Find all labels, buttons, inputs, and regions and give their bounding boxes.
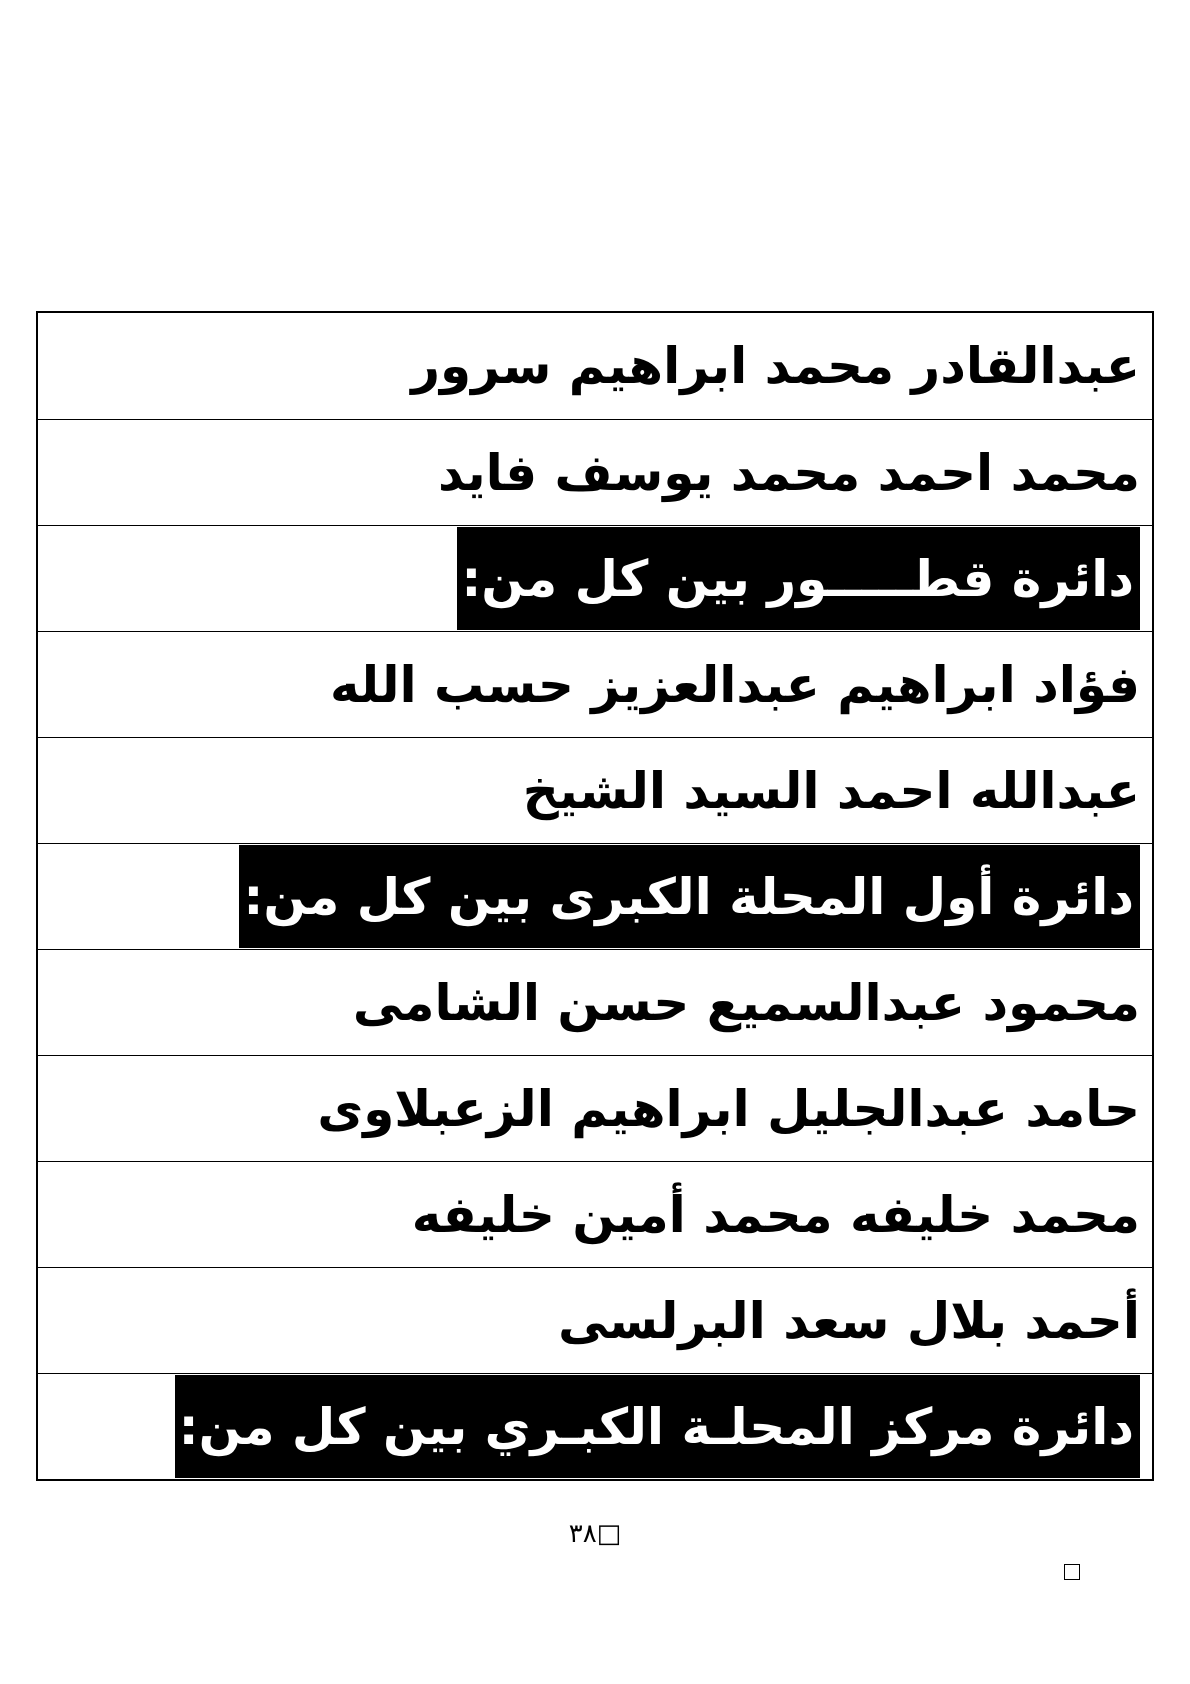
district-header-row: [38, 843, 1152, 949]
candidate-name: فؤاد ابراهيم عبدالعزيز حسب الله: [329, 655, 1140, 714]
table-row: [38, 1267, 1152, 1373]
corner-square: [1064, 1564, 1080, 1580]
district-header: دائرة أول المحلة الكبرى بين كل من:: [239, 845, 1140, 948]
names-table: [36, 311, 1154, 1481]
candidate-name: محمود عبدالسميع حسن الشامى: [352, 973, 1140, 1032]
table-row: [38, 631, 1152, 737]
page-number: □٣٨: [568, 1519, 622, 1549]
candidate-name: حامد عبدالجليل ابراهيم الزعبلاوى: [317, 1079, 1140, 1138]
candidate-name: عبدالقادر محمد ابراهيم سرور: [411, 337, 1140, 395]
district-header-row: [38, 1373, 1152, 1479]
table-row: [38, 1055, 1152, 1161]
candidate-name: أحمد بلال سعد البرلسى: [558, 1291, 1140, 1350]
table-row: [38, 949, 1152, 1055]
district-header: دائرة مركز المحلـة الكبـري بين كل من:: [175, 1375, 1140, 1478]
candidate-name: عبدالله احمد السيد الشيخ: [522, 761, 1140, 820]
candidate-name: محمد خليفه محمد أمين خليفه: [411, 1185, 1140, 1244]
table-row: [38, 313, 1152, 419]
candidate-name: محمد احمد محمد يوسف فايد: [437, 443, 1140, 502]
table-row: [38, 1161, 1152, 1267]
table-row: [38, 737, 1152, 843]
district-header-row: [38, 525, 1152, 631]
table-row: [38, 419, 1152, 525]
district-header: دائرة قطـــــور بين كل من:: [457, 527, 1140, 630]
